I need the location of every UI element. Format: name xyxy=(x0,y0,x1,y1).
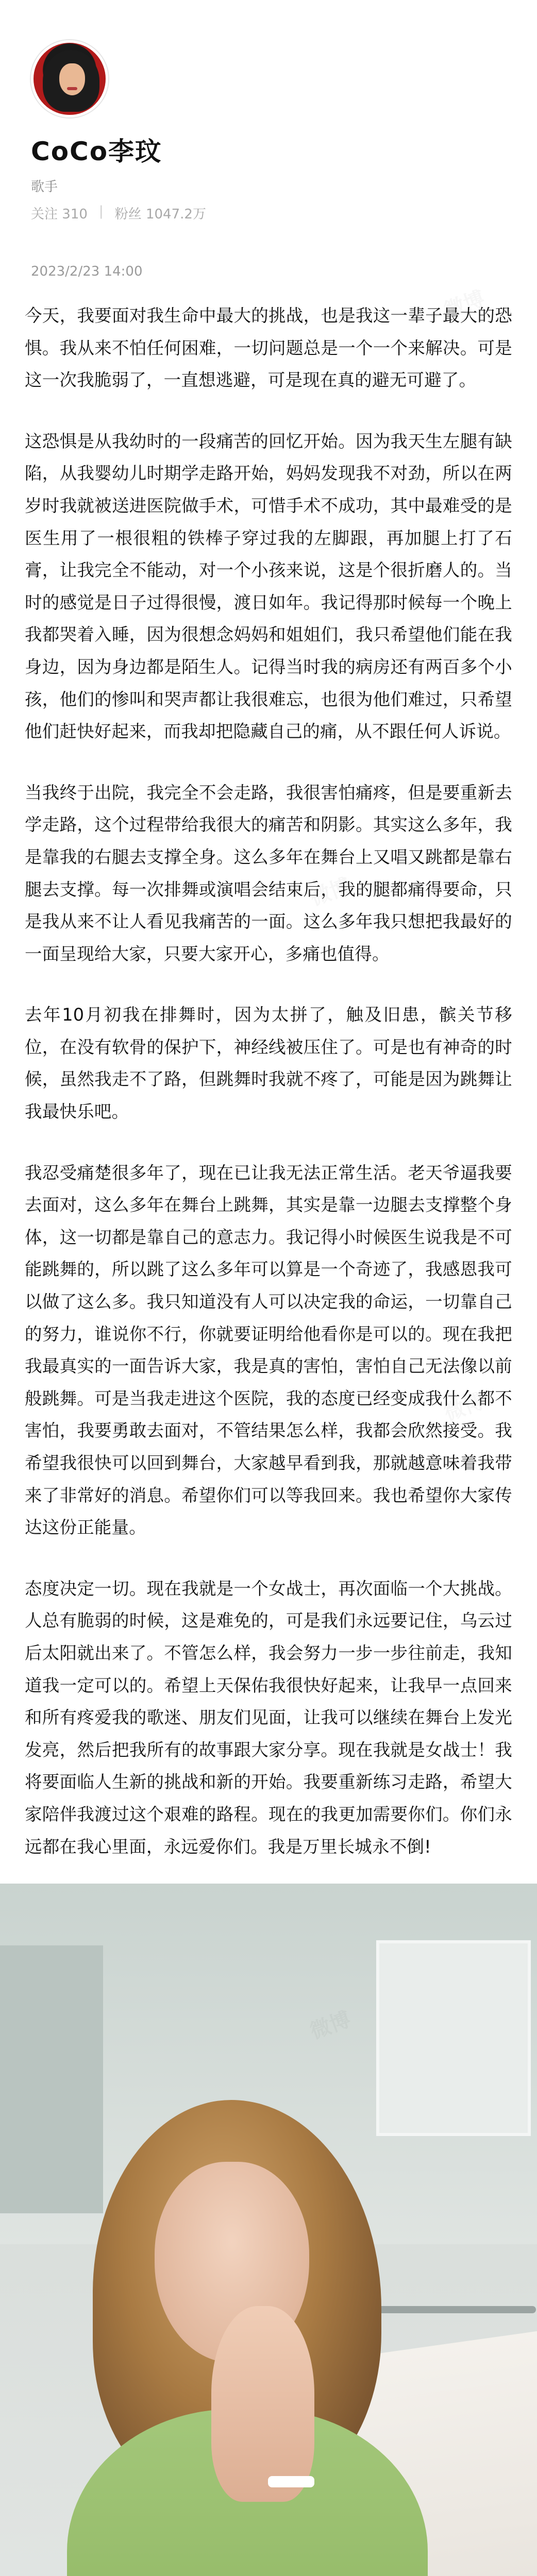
followers-stat[interactable] xyxy=(115,204,206,223)
post-photo[interactable] xyxy=(0,1884,537,2576)
following-label: 关注 xyxy=(31,207,58,222)
profile-header xyxy=(0,0,537,279)
avatar-mouth xyxy=(67,87,77,90)
profile-role: 歌手 xyxy=(31,179,58,195)
photo-cabinet xyxy=(0,1945,103,2213)
post-paragraph: 当我终于出院，我完全不会走路，我很害怕痛疼，但是要重新去学走路，这个过程带给我很大的痛苦和阴影。其实这么多年，我是靠我的右腿去支撑全身。这么多年在舞台上又唱又跳都是靠右腿去支撑。每一次排舞或演唱会结束后，我的腿都痛得要命，只是我从来不让人看见我痛苦的一面。这么多年我只想把我最好的一面呈现给大家，只要大家开心，多痛也值得。 xyxy=(25,782,512,964)
post-date: 2023/2/23 14:00 xyxy=(31,264,143,279)
following-stat[interactable] xyxy=(31,204,88,223)
photo-praying-hands xyxy=(211,2306,314,2502)
profile-stats xyxy=(31,204,506,223)
profile-name[interactable]: CoCo李玟 xyxy=(31,137,162,166)
post-paragraph: 这恐惧是从我幼时的一段痛苦的回忆开始。因为我天生左腿有缺陷，从我婴幼儿时期学走路开始，妈妈发现我不对劲，所以在两岁时我就被送进医院做手术，可惜手术不成功，其中最难受的是医生用了一根很粗的铁棒子穿过我的左脚跟，再加腿上打了石膏，让我完全不能动，对一个小孩来说，这是个很折磨人的。当时的感觉是日子过得很慢，渡日如年。我记得那时候每一个晚上我都哭着入睡，因为很想念妈妈和姐姐们，我只希望他们能在我身边，因为身边都是陌生人。记得当时我的病房还有两百多个小孩，他们的惨叫和哭声都让我很难忘，也很为他们难过，只希望他们赶快好起来，而我却把隐藏自己的痛，从不跟任何人诉说。 xyxy=(25,431,512,742)
post-paragraph: 去年10月初我在排舞时，因为太拼了，触及旧患，髌关节移位，在没有软骨的保护下，神经线被压住了。可是也有神奇的时候，虽然我走不了路，但跳舞时我就不疼了，可能是因为跳舞让我最快乐吧。 xyxy=(25,1005,512,1122)
post-paragraph: 态度决定一切。现在我就是一个女战士，再次面临一个大挑战。人总有脆弱的时候，这是难免的，可是我们永远要记住，乌云过后太阳就出来了。不管怎么样，我会努力一步一步往前走，我知道我一定可以的。希望上天保佑我很快好起来，让我早一点回来和所有疼爱我的歌迷、朋友们见面，让我可以继续在舞台上发光发亮，然后把我所有的故事跟大家分享。现在我就是女战士！我将要面临人生新的挑战和新的开始。我要重新练习走路，希望大家陪伴我渡过这个艰难的路程。现在的我更加需要你们。你们永远都在我心里面，永远爱你们。我是万里长城永不倒! xyxy=(25,1578,512,1857)
post-paragraph: 今天，我要面对我生命中最大的挑战，也是我这一辈子最大的恐惧。我从来不怕任何困难，一切问题总是一个一个来解决。可是这一次我脆弱了，一直想逃避，可是现在真的避无可避了。 xyxy=(25,306,512,391)
post-content xyxy=(0,279,537,1863)
followers-label: 粉丝 xyxy=(114,207,142,222)
followers-count: 1047.2万 xyxy=(145,207,206,222)
post-paragraph: 我忍受痛楚很多年了，现在已让我无法正常生活。老天爷逼我要去面对，这么多年在舞台上跳舞，其实是靠一边腿去支撑整个身体，这一切都是靠自己的意志力。我记得小时候医生说我是不可能跳舞的，所以跳了这么多年可以算是一个奇迹了，我感恩我可以做了这么多。我只知道没有人可以决定我的命运，一切靠自己的努力，谁说你不行，你就要证明给他看你是可以的。现在我把我最真实的一面告诉大家，我是真的害怕，害怕自己无法像以前般跳舞。可是当我走进这个医院，我的态度已经变成我什么都不害怕，我要勇敢去面对，不管结果怎么样，我都会欣然接受。我希望我很快可以回到舞台，大家越早看到我，那就越意味着我带来了非常好的消息。希望你们可以等我回来。我也希望你大家传达这份正能量。 xyxy=(25,1162,512,1538)
following-count: 310 xyxy=(62,207,88,222)
stats-separator: | xyxy=(98,204,104,219)
avatar-face xyxy=(59,63,85,95)
avatar[interactable] xyxy=(31,40,108,117)
photo-window-frame xyxy=(376,1940,531,2136)
photo-wristband xyxy=(268,2476,314,2487)
